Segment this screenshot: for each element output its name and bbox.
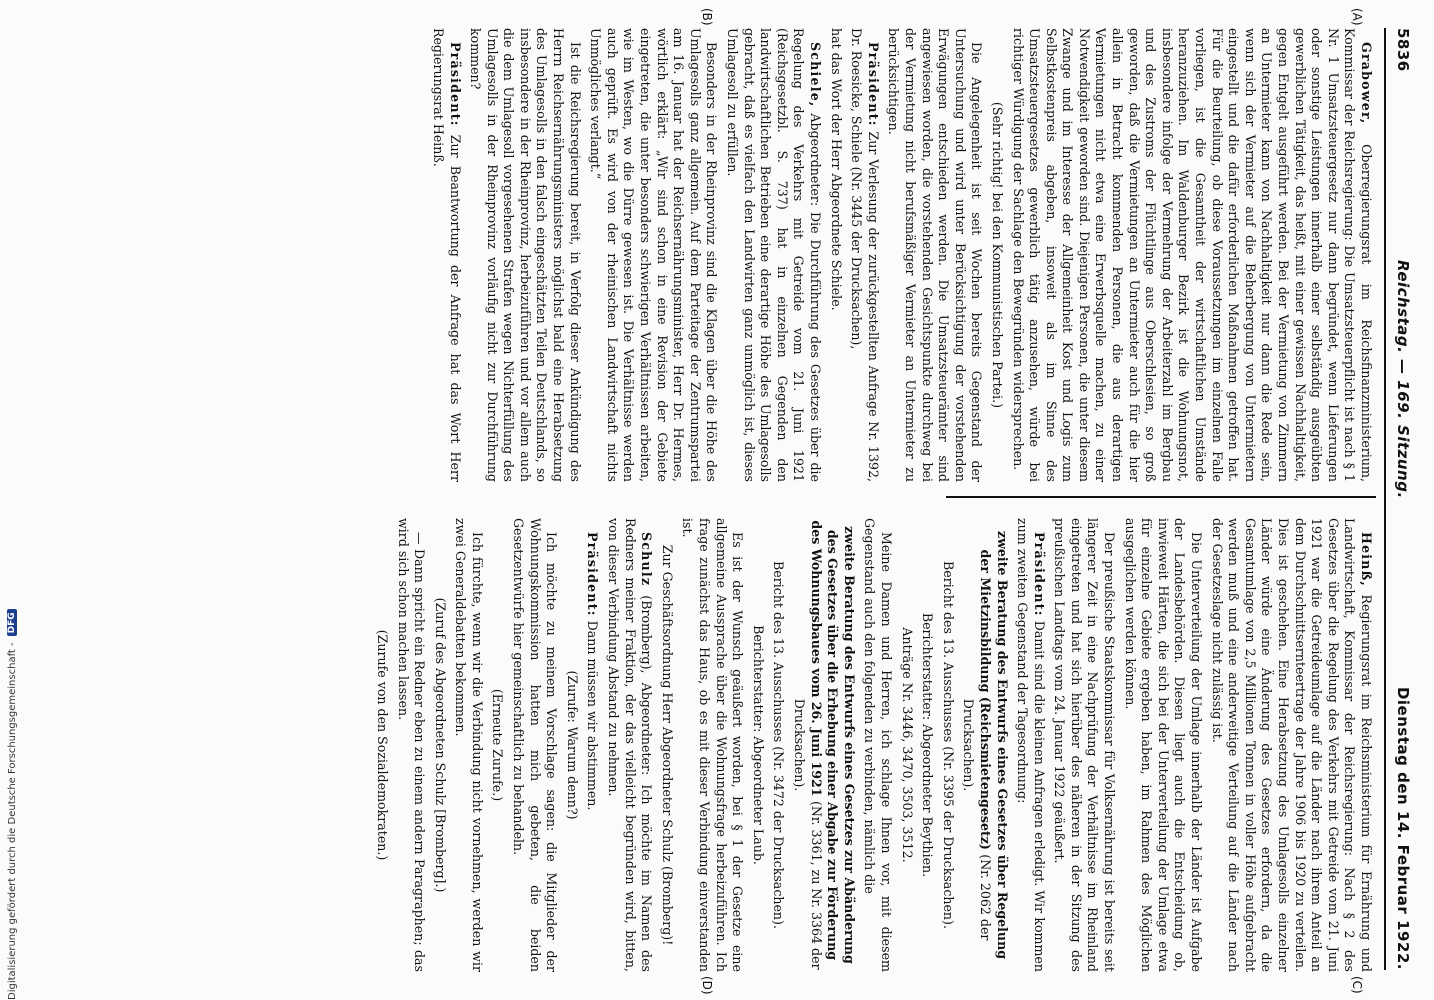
- agenda-title: zweite Beratung des Entwurfs eines Gesetzes über Regelung der Mietzinsbildung (Reichsmietengesetz): [977, 530, 1010, 960]
- interjection: (Sehr richtig! bei den Kommunistischen Partei.): [989, 101, 1005, 409]
- left-column: [425, 28, 1374, 482]
- paragraph: Ich möchte zu meinem Vorschlage sagen: die Mitglieder der Wohnungskommission hatten mich gebeten, die beiden Gesetzentwürfe hier gemeinschaftlich zu behandeln.: [511, 518, 560, 972]
- report-line: Bericht des 13. Ausschusses (Nr. 3395 der Drucksachen).: [940, 561, 956, 929]
- speaker-name: Schiele,: [808, 42, 823, 108]
- paragraph: [1014, 518, 1047, 972]
- speaker-name: Heinß,: [1359, 532, 1374, 588]
- paragraph: Ich fürchte, wenn wir die Verbindung nicht vornehmen, werden wir zwei Generaldebatten bekommen.: [453, 518, 485, 972]
- speech-text: Zur Verlesung der zurückgestellten Anfrage Nr. 1392, Dr. Roesicke, Schiele (Nr. 3445 der Drucksachen),: [849, 28, 881, 482]
- agenda-heading: [960, 518, 1010, 972]
- paragraph: hat das Wort der Herr Abgeordnete Schiele.: [828, 28, 844, 311]
- speech-text: (Bromberg), Abgeordneter: Ich möchte im Namen des Redners meiner Fraktion, der das vielleicht begründen wird, bitten, von dieser Verbindung Abstand zu nehmen.: [606, 518, 655, 972]
- speaker-name: Präsident:: [865, 42, 881, 127]
- paragraph: [723, 28, 823, 482]
- agenda-heading: [790, 518, 856, 972]
- paragraph: Der preußische Staatskommissar für Volksernährung ist bereits seit längerer Zeit in eine Nachprüfung der Verhältnisse im Rheinland eingetreten und hat sich hierüber des näheren in der Sitzung des preußischen Landtags vom 24. Januar 1922 geäußert.: [1052, 518, 1118, 972]
- paragraph: Die Angelegenheit ist seit Wochen bereits Gegenstand der Untersuchung und wird unter Berücksichtigung der vorstehenden Erwägungen entschieden werden. Die Umsatzsteuerämter sind angewiesen worden, die vorstehenden Gesichtspunkte durchweg bei der Vermietung nicht berufsmäßiger Vermieter an Untermieter zu berücksichtigen.: [886, 28, 985, 482]
- speech-text: Damit sind die kleinen Anfragen erledigt. Wir kommen zum zweiten Gegenstand der Tagesordnung:: [1015, 518, 1047, 972]
- paragraph: Besonders in der Rheinprovinz sind die Klagen über die Höhe des Umlagesolls ganz allgemein. Auf dem Parteitage der Zentrumspartei am 16. Januar hat der Reichsernährungsminister, Herr Dr. Hermes, wörtlich erklärt: „Wir sind schon in eine Revision der Gebiete eingetreten, die unter besonders schwierigen Verhältnissen arbeiten, wie im Westen, wo die Dürre gewesen ist. Die Verhältnisse werden auch geprüft. Es wird von der rheinischen Landwirtschaft nichts Unmögliches verlangt.“: [588, 28, 720, 482]
- report-line: Anträge Nr. 3446, 3470, 3503, 3512.: [899, 627, 915, 863]
- paragraph: Die Unterverteilung der Umlage innerhalb der Länder ist Aufgabe der Landesbehörden. Diesen liegt auch die Entscheidung ob, inwieweit Härten, die sich bei der Unterverteilung der Umlage etwa für einzelne Gebiete ergeben haben, im Rahmen des Möglichen ausgeglichen werden können.: [1122, 518, 1205, 972]
- paragraph: [1208, 518, 1374, 972]
- page-header: [1390, 28, 1416, 970]
- margin-label-c: (C): [1350, 976, 1364, 994]
- paragraph: Meine Damen und Herren, ich schlage Ihnen vor, mit diesem Gegenstand auch den folgenden zu verbinden, nämlich die: [862, 518, 894, 972]
- agenda-reference: (Nr. 3361, zu Nr. 3364 der Drucksachen).: [792, 698, 824, 970]
- paragraph: Es ist der Wunsch geäußert worden, bei § 1 der Gesetze eine allgemeine Aussprache über die Wohnungsfrage herbeizuführen. Ich frage zunächst das Haus, ob es mit dieser Verbindung einverstanden ist.: [680, 518, 746, 972]
- dfg-logo: DFG: [7, 609, 17, 636]
- report-line: Berichterstatter: Abgeordneter Beythien.: [920, 612, 936, 878]
- speech-text: Oberregierungsrat im Reichsfinanzministerium, Kommissar der Reichsregierung: Die Umsatzsteuerpflicht ist nach § 1 Nr. 1 Umsatzsteuergesetz nur dann begründet, wenn Lieferungen oder sonstige Leistungen innerhalb einer selbständig ausgeübten gewerblichen Tätigkeit, das heißt, mit einer gewissen Nachhaltigkeit, gegen Entgelt ausgeführt werden. Bei der Vermietung von Zimmern an Untermieter kann von Nachhaltigkeit nur dann die Rede sein, wenn sich der Vermieter auf die Beherbergung von Untermietern eingestellt und die dafür erforderlichen Maßnahmen getroffen hat. Für die Beurteilung, ob diese Voraussetzungen im einzelnen Falle vorliegen, ist die Gesamtheit der wirtschaftlichen Umstände heranzuziehen. Im Waldenburger Bezirk ist die Wohnungsnot, insbesondere infolge der Vermehrung der Arbeiterzahl im Bergbau und des Zustroms der Flüchtlinge aus Oberschlesien, so groß geworden, daß die Vermietungen an Untermieter auch für die hier allein in Betracht kommenden Personen, die aus derartigen Vermietungen nicht etwa eine Erwerbsquelle machen, zu einer Notwendigkeit geworden sind. Diejenigen Personen, die unter diesem Zwange und im Interesse der Allgemeinheit Kost und Logis zum Selbstkostenpreis abgeben, insoweit als im Sinne des Umsatzsteuergesetzes gewerblich tätig anzusehen, würde bei richtiger Würdigung der Sachlage den Bewegründen widersprechen.: [1010, 28, 1374, 482]
- speaker-name: Präsident:: [585, 532, 601, 617]
- page-number: 5836: [1394, 28, 1412, 72]
- margin-label-a: (A): [1350, 8, 1364, 26]
- speaker-name: Präsident:: [1031, 532, 1047, 617]
- paragraph: [848, 28, 881, 482]
- paragraph: — Dann spricht ein Redner eben zu einem andern Paragraphen; das wird sich schon machen lassen.: [395, 518, 428, 972]
- margin-label-d: (D): [700, 976, 714, 995]
- agenda-reference: (Nr. 2062 der Drucksachen).: [961, 698, 993, 941]
- right-column: [369, 518, 1374, 972]
- header-date: Dienstag den 14. Februar 1922.: [1394, 686, 1412, 970]
- speaker-name: Grabower,: [1359, 42, 1374, 125]
- paragraph: Zur Geschäftsordnung Herr Abgeordneter Schulz (Bromberg)!: [659, 544, 675, 946]
- paragraph: [429, 28, 462, 482]
- speaker-name: Schulz: [639, 532, 655, 587]
- speech-text: Abgeordneter: Die Durchführung des Gesetzes über die Regelung des Verkehrs mit Getreide vom 21. Juni 1921 (Reichsgesetzbl. S. 737) hat in einzelnen Gegenden den landwirtschaftlichen Betrieben eine derartige Höhe des Umlagesolls gebracht, daß es vielfach den Landwirten ganz unmöglich ist, dieses Umlagesoll zu erfüllen.: [725, 28, 823, 482]
- speaker-name: Präsident:: [447, 42, 463, 127]
- speech-text: Dann müssen wir abstimmen.: [585, 620, 601, 811]
- report-line: Bericht des 13. Ausschusses (Nr. 3472 der Drucksachen).: [771, 561, 787, 929]
- agenda-title: zweite Beratung des Entwurfs eines Gesetzes zur Abänderung des Gesetzes über die Erhebung einer Abgabe zur Förderung des Wohnungsbaues vom 26. Juni 1921: [808, 520, 857, 964]
- header-rule: [1384, 28, 1386, 970]
- paragraph: [604, 518, 654, 972]
- speech-text: Regierungsrat im Reichsministerium für Ernährung und Landwirtschaft, Kommissar der Reichsregierung: Nach § 2 des Gesetzes über die Regelung des Verkehrs mit Getreide vom 21. Juni 1921 war die Getreideumlage auf die Länder nach ihrem Anteil an dem Durchschnittsernteertrage der Jahre 1906 bis 1920 zu verteilen. Dies ist geschehen. Eine Herabsetzung des Umlagesolls einzelner Länder würde eine Änderung des Gesetzes erfordern, da die Gesamtumlage von 2,5 Millionen Tonnen in voller Höhe aufgebracht werden muß und eine anderweitige Verteilung auf die Länder nach der Gesetzeslage nicht zulässig ist.: [1209, 518, 1374, 972]
- paragraph: Ist die Reichsregierung bereit, in Verfolg dieser Ankündigung des Herrn Reichsernährungsministers möglichst bald eine Herabsetzung des Umlagesolls in den falsch eingeschätzten Teilen Deutschlands, so insbesondere in der Rheinprovinz, herbeizuführen und vor allem auch die dem Umlagesoll vorgesehenen Strafen wegen Nichterfüllung des Umlagesolls in der Rheinprovinz vorläufig nicht zur Durchführung kommen?: [468, 28, 583, 482]
- paragraph: [584, 518, 601, 972]
- report-line: Berichterstatter: Abgeordneter Laub.: [750, 625, 766, 865]
- interjection: (Zurufe von den Sozialdemokraten.): [374, 629, 390, 861]
- credit-text: Digitalisierung gefördert durch die Deutsche Forschungsgemeinschaft -: [6, 642, 18, 1000]
- interjection: (Erneute Zurufe.): [490, 688, 506, 802]
- interjection: (Zurufe: Warum denn?): [564, 670, 580, 820]
- paragraph: [1009, 28, 1374, 482]
- speech-text: Zur Beantwortung der Anfrage hat das Wort Herr Regierungsrat Heinß.: [430, 28, 463, 482]
- interjection: (Zuruf des Abgeordneten Schulz [Bromberg].): [432, 597, 448, 893]
- header-session: Reichstag. — 169. Sitzung.: [1394, 260, 1412, 499]
- margin-label-b: (B): [700, 8, 714, 26]
- column-divider: [946, 496, 1376, 498]
